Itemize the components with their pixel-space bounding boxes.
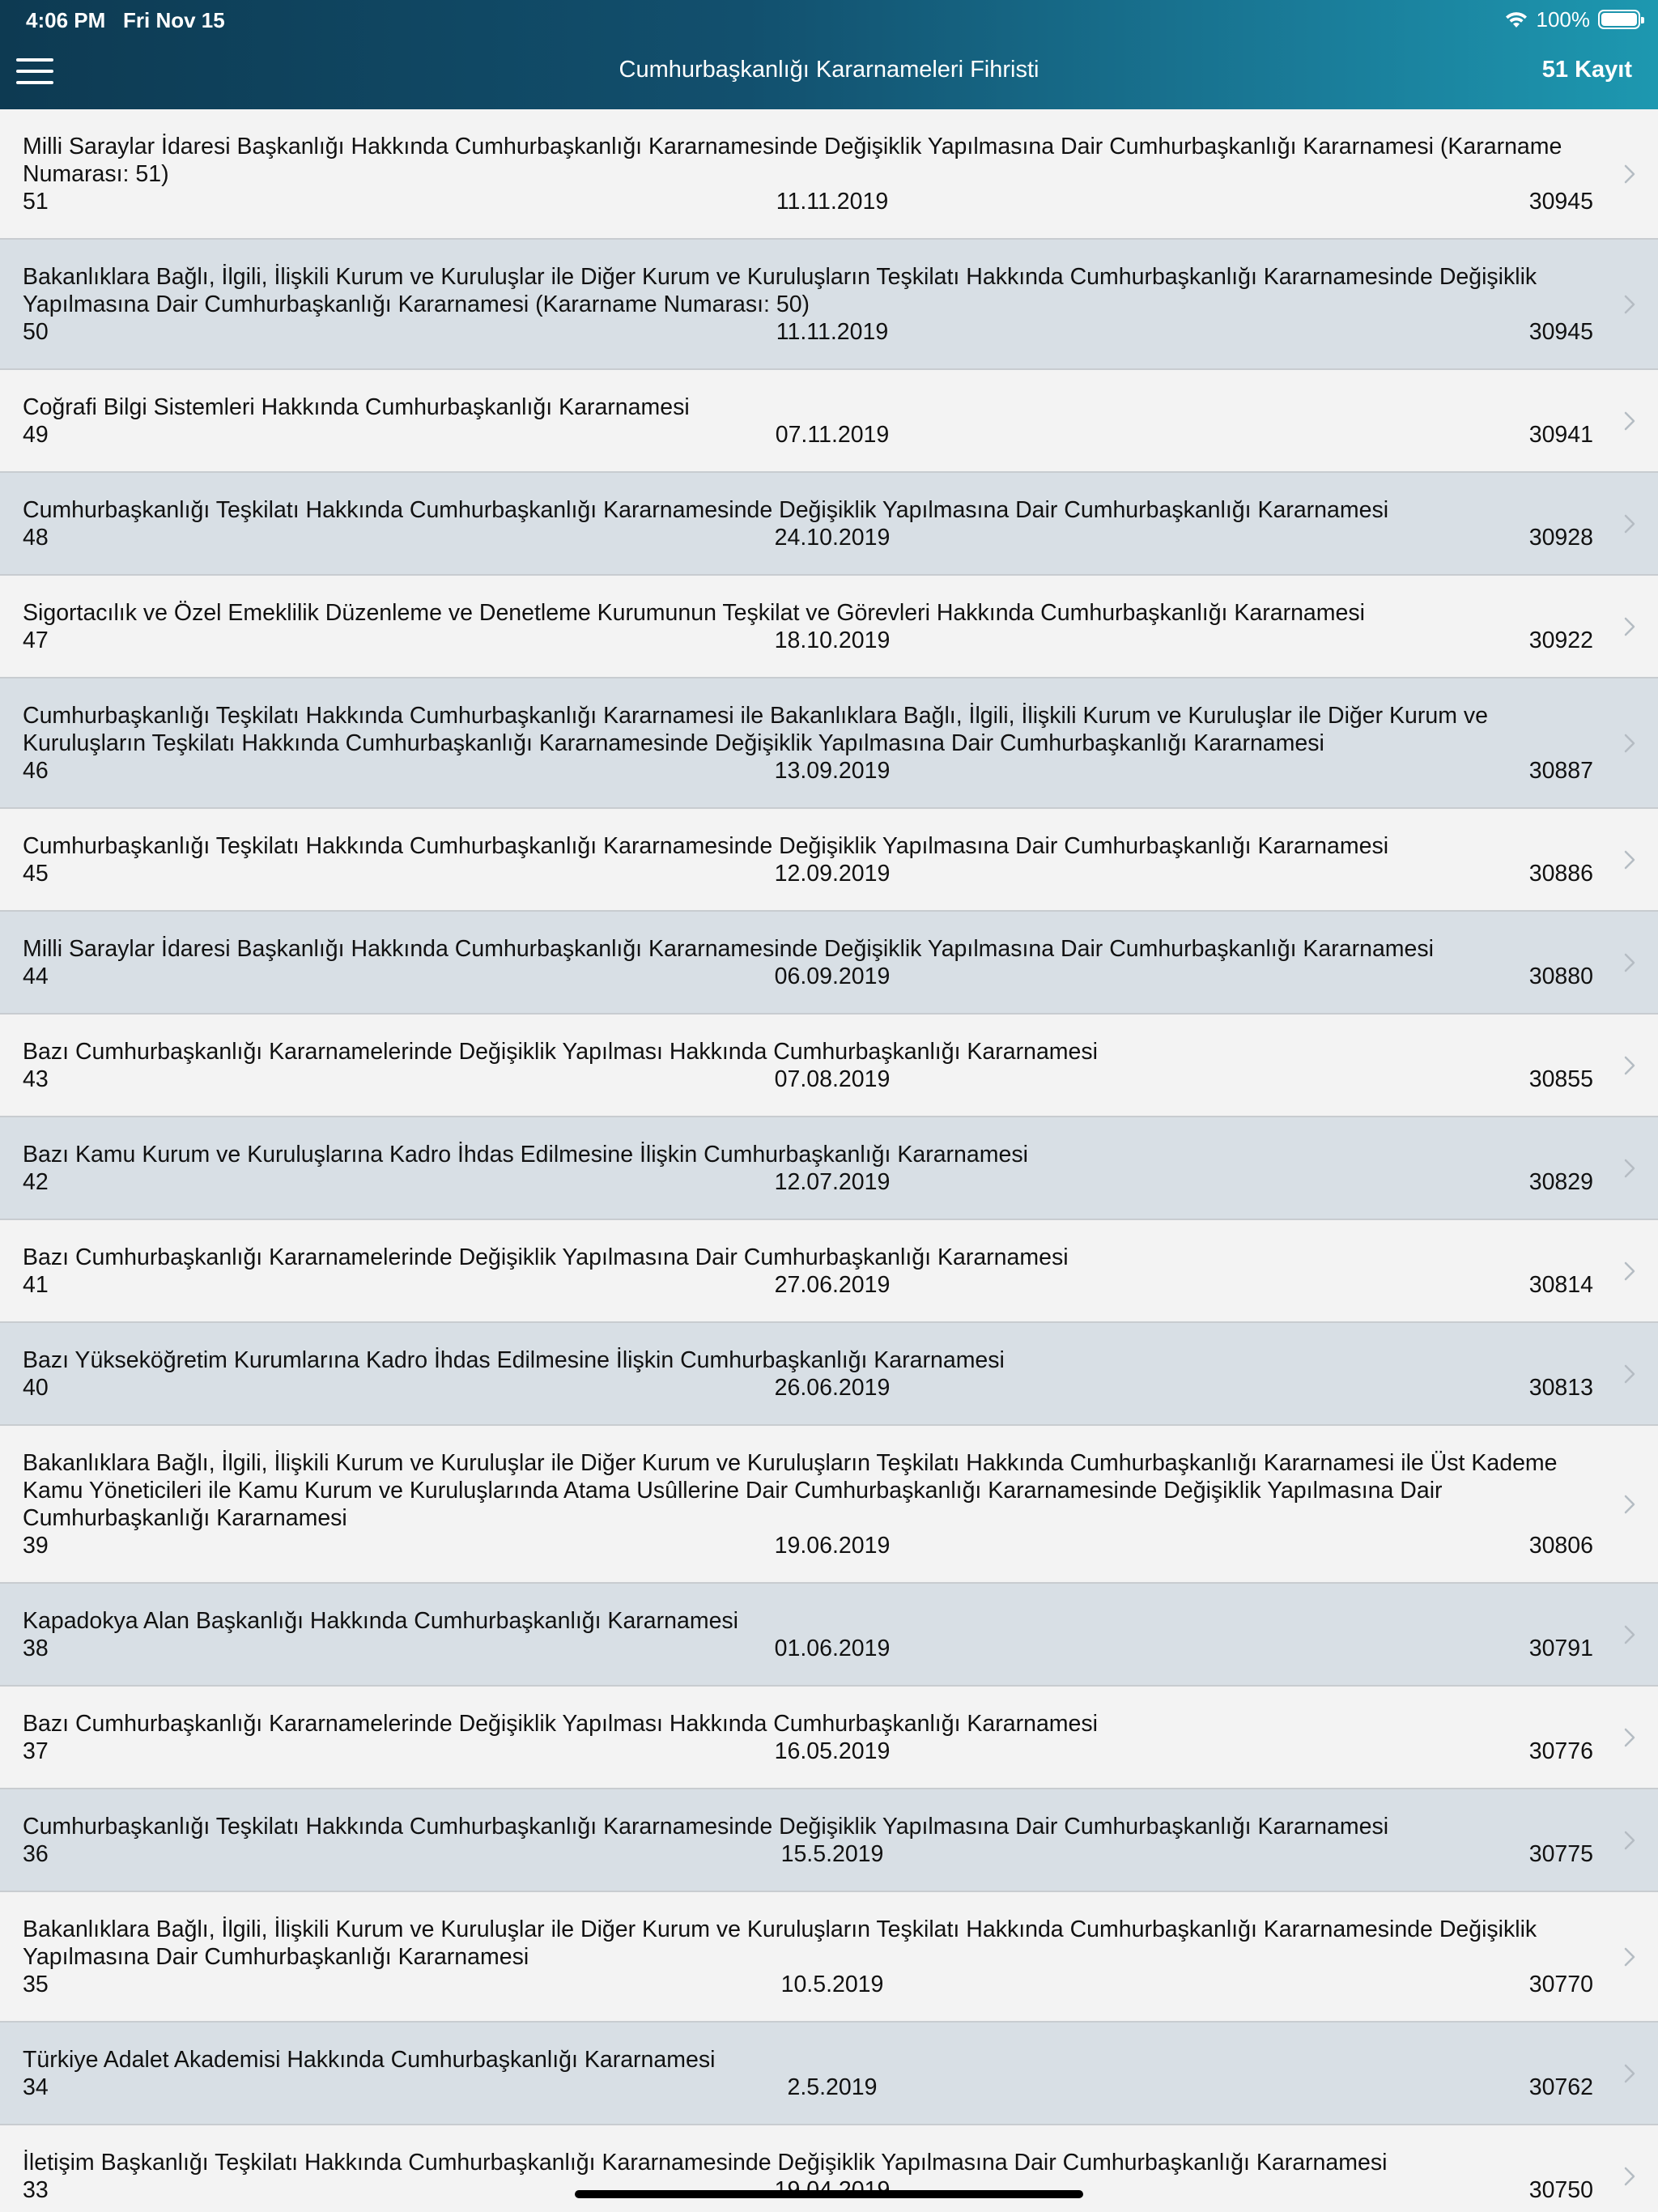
page-title: Cumhurbaşkanlığı Kararnameleri Fihristi — [619, 57, 1039, 83]
chevron-right-icon — [1624, 295, 1635, 314]
decree-number: 48 — [23, 525, 49, 551]
decree-meta — [23, 1840, 1593, 1868]
wifi-icon — [1504, 10, 1528, 29]
list-item[interactable] — [0, 1015, 1658, 1117]
chevron-right-icon — [1624, 1728, 1635, 1747]
decree-date: 07.11.2019 — [775, 422, 890, 448]
status-indicators — [1504, 6, 1641, 32]
gazette-number: 30922 — [1528, 627, 1593, 653]
decree-meta — [23, 1271, 1593, 1299]
decree-number: 44 — [23, 963, 49, 989]
list-item[interactable] — [0, 1789, 1658, 1892]
record-count: 51 Kayıt — [1541, 57, 1632, 83]
decree-meta — [23, 421, 1593, 449]
decree-date: 2.5.2019 — [787, 2074, 878, 2100]
list-item[interactable] — [0, 1220, 1658, 1323]
navigation-bar — [0, 39, 1658, 109]
decree-date: 27.06.2019 — [774, 1272, 891, 1298]
list-item[interactable] — [0, 678, 1658, 809]
list-item[interactable] — [0, 2125, 1658, 2212]
chevron-right-icon — [1624, 2064, 1635, 2083]
decree-number: 38 — [23, 1636, 49, 1661]
gazette-number: 30791 — [1528, 1636, 1593, 1661]
decree-number: 34 — [23, 2074, 49, 2100]
decree-title: Bazı Cumhurbaşkanlığı Kararnamelerinde Değişiklik Yapılmasına Dair Cumhurbaşkanlığı Kararnamesi — [23, 1244, 1069, 1270]
decree-date: 16.05.2019 — [774, 1738, 891, 1764]
decree-meta — [23, 1971, 1593, 1998]
gazette-number: 30750 — [1528, 2177, 1593, 2203]
gazette-number: 30887 — [1528, 758, 1593, 784]
gazette-number: 30806 — [1528, 1533, 1593, 1559]
chevron-right-icon — [1624, 514, 1635, 534]
decree-title: Bazı Cumhurbaşkanlığı Kararnamelerinde Değişiklik Yapılması Hakkında Cumhurbaşkanlığı Kararnamesi — [23, 1039, 1098, 1065]
decree-number: 33 — [23, 2177, 49, 2203]
list-item[interactable] — [0, 809, 1658, 912]
decree-title: Cumhurbaşkanlığı Teşkilatı Hakkında Cumhurbaşkanlığı Kararnamesinde Değişiklik Yapılmasına Dair Cumhurbaşkanlığı Kararnamesi — [23, 497, 1389, 523]
decree-meta — [23, 963, 1593, 990]
decree-number: 36 — [23, 1841, 49, 1867]
decree-meta — [23, 1168, 1593, 1196]
list-item[interactable] — [0, 370, 1658, 473]
decree-title: Kapadokya Alan Başkanlığı Hakkında Cumhurbaşkanlığı Kararnamesi — [23, 1608, 739, 1634]
list-item[interactable] — [0, 2023, 1658, 2125]
decree-number: 46 — [23, 758, 49, 784]
gazette-number: 30813 — [1528, 1375, 1593, 1401]
decree-meta — [23, 188, 1593, 215]
decree-meta — [23, 1532, 1593, 1559]
gazette-number: 30814 — [1528, 1272, 1593, 1298]
decree-title: Cumhurbaşkanlığı Teşkilatı Hakkında Cumhurbaşkanlığı Kararnamesinde Değişiklik Yapılmasına Dair Cumhurbaşkanlığı Kararnamesi — [23, 1814, 1389, 1840]
decree-meta — [23, 318, 1593, 346]
decree-date: 10.5.2019 — [780, 1972, 884, 1997]
list-item[interactable] — [0, 912, 1658, 1015]
decree-number: 49 — [23, 422, 49, 448]
decree-title: Milli Saraylar İdaresi Başkanlığı Hakkında Cumhurbaşkanlığı Kararnamesinde Değişiklik Yapılmasına Dair Cumhurbaşkanlığı Kararnamesi — [23, 936, 1434, 962]
gazette-number: 30945 — [1528, 189, 1593, 215]
decree-number: 40 — [23, 1375, 49, 1401]
decree-title: Bakanlıklara Bağlı, İlgili, İlişkili Kurum ve Kuruluşlar ile Diğer Kurum ve Kuruluşların Teşkilatı Hakkında Cumhurbaşkanlığı Kararnamesinde Değişiklik Yapılmasına Dair Cumhurbaşkanlığı Kararnamesi — [23, 1916, 1537, 1970]
chevron-right-icon — [1624, 1364, 1635, 1384]
gazette-number: 30775 — [1528, 1841, 1593, 1867]
chevron-right-icon — [1624, 734, 1635, 753]
decree-number: 51 — [23, 189, 49, 215]
chevron-right-icon — [1624, 1831, 1635, 1850]
decree-date: 24.10.2019 — [774, 525, 891, 551]
decree-number: 39 — [23, 1533, 49, 1559]
list-item[interactable] — [0, 109, 1658, 240]
decree-meta — [23, 1374, 1593, 1402]
gazette-number: 30855 — [1528, 1066, 1593, 1092]
decree-title: Cumhurbaşkanlığı Teşkilatı Hakkında Cumhurbaşkanlığı Kararnamesinde Değişiklik Yapılmasına Dair Cumhurbaşkanlığı Kararnamesi — [23, 833, 1389, 859]
decree-meta — [23, 2074, 1593, 2101]
decree-meta — [23, 1635, 1593, 1662]
decree-meta — [23, 627, 1593, 654]
decree-date: 12.09.2019 — [774, 861, 891, 887]
decree-date: 11.11.2019 — [776, 189, 889, 215]
gazette-number: 30886 — [1528, 861, 1593, 887]
decree-meta — [23, 860, 1593, 887]
list-item[interactable] — [0, 576, 1658, 678]
gazette-number: 30928 — [1528, 525, 1593, 551]
decree-title: Sigortacılık ve Özel Emeklilik Düzenleme ve Denetleme Kurumunun Teşkilat ve Görevleri Hakkında Cumhurbaşkanlığı Kararnamesi — [23, 600, 1365, 626]
gazette-number: 30829 — [1528, 1169, 1593, 1195]
chevron-right-icon — [1624, 953, 1635, 972]
list-item[interactable] — [0, 473, 1658, 576]
battery-icon — [1598, 10, 1640, 29]
decree-date: 26.06.2019 — [774, 1375, 891, 1401]
gazette-number: 30880 — [1528, 963, 1593, 989]
list-item[interactable] — [0, 1892, 1658, 2023]
home-indicator[interactable] — [575, 2190, 1083, 2198]
chevron-right-icon — [1624, 1261, 1635, 1281]
gazette-number: 30776 — [1528, 1738, 1593, 1764]
gazette-number: 30945 — [1528, 319, 1593, 345]
chevron-right-icon — [1624, 617, 1635, 636]
decree-title: Cumhurbaşkanlığı Teşkilatı Hakkında Cumhurbaşkanlığı Kararnamesi ile Bakanlıklara Bağlı, İlgili, İlişkili Kurum ve Kuruluşlar ile Diğer Kurum ve Kuruluşların Teşkilatı Hakkında Cumhurbaşkanlığı Kararnamesinde Değişiklik Yapılmasına Dair Cumhurbaşkanlığı Kararnamesi — [23, 703, 1488, 756]
decree-meta — [23, 1738, 1593, 1765]
decree-number: 42 — [23, 1169, 49, 1195]
decree-date: 13.09.2019 — [774, 758, 891, 784]
decree-title: Bakanlıklara Bağlı, İlgili, İlişkili Kurum ve Kuruluşlar ile Diğer Kurum ve Kuruluşların Teşkilatı Hakkında Cumhurbaşkanlığı Kararnamesi ile Üst Kademe Kamu Yöneticileri ile Kamu Kurum ve Kuruluşlarında Atama Usûllerine Dair Cumhurbaşkanlığı Kararnamesinde Değişiklik Yapılmasına Dair Cumhurbaşkanlığı Kararnamesi — [23, 1450, 1558, 1531]
chevron-right-icon — [1624, 164, 1635, 184]
list-item[interactable] — [0, 240, 1658, 370]
chevron-right-icon — [1624, 2167, 1635, 2186]
status-time: 4:06 PM — [26, 8, 106, 32]
decree-number: 45 — [23, 861, 49, 887]
decree-date: 15.5.2019 — [780, 1841, 884, 1867]
decree-date: 11.11.2019 — [776, 319, 889, 345]
list-item[interactable] — [0, 1584, 1658, 1687]
decree-title: Bazı Yükseköğretim Kurumlarına Kadro İhdas Edilmesine İlişkin Cumhurbaşkanlığı Kararnamesi — [23, 1347, 1005, 1373]
decree-title: Bakanlıklara Bağlı, İlgili, İlişkili Kurum ve Kuruluşlar ile Diğer Kurum ve Kuruluşların Teşkilatı Hakkında Cumhurbaşkanlığı Kararnamesinde Değişiklik Yapılmasına Dair Cumhurbaşkanlığı Kararnamesi (Kararname Numarası: 50) — [23, 264, 1537, 317]
decree-meta — [23, 1066, 1593, 1093]
gazette-number: 30941 — [1528, 422, 1593, 448]
gazette-number: 30770 — [1528, 1972, 1593, 1997]
decree-date: 12.07.2019 — [774, 1169, 891, 1195]
decree-title: Türkiye Adalet Akademisi Hakkında Cumhurbaşkanlığı Kararnamesi — [23, 2047, 716, 2073]
decree-number: 50 — [23, 319, 49, 345]
decree-date: 06.09.2019 — [774, 963, 891, 989]
decree-title: Bazı Kamu Kurum ve Kuruluşlarına Kadro İhdas Edilmesine İlişkin Cumhurbaşkanlığı Kararnamesi — [23, 1142, 1028, 1168]
status-date: Fri Nov 15 — [123, 8, 225, 32]
list-item[interactable] — [0, 1323, 1658, 1426]
chevron-right-icon — [1624, 850, 1635, 870]
decree-title: Bazı Cumhurbaşkanlığı Kararnamelerinde Değişiklik Yapılması Hakkında Cumhurbaşkanlığı Kararnamesi — [23, 1711, 1098, 1737]
chevron-right-icon — [1624, 1056, 1635, 1075]
status-bar — [0, 0, 1658, 39]
list-item[interactable] — [0, 1117, 1658, 1220]
decree-date: 01.06.2019 — [774, 1636, 891, 1661]
gazette-number: 30762 — [1528, 2074, 1593, 2100]
hamburger-menu-icon[interactable] — [16, 58, 53, 86]
list-item[interactable] — [0, 1687, 1658, 1789]
decree-number: 47 — [23, 627, 49, 653]
header — [0, 0, 1658, 109]
chevron-right-icon — [1624, 1495, 1635, 1514]
battery-percentage: 100% — [1536, 6, 1590, 32]
chevron-right-icon — [1624, 1947, 1635, 1967]
decree-number: 43 — [23, 1066, 49, 1092]
decree-number: 41 — [23, 1272, 49, 1298]
decree-title: Milli Saraylar İdaresi Başkanlığı Hakkında Cumhurbaşkanlığı Kararnamesinde Değişiklik Yapılmasına Dair Cumhurbaşkanlığı Kararnamesi (Kararname Numarası: 51) — [23, 134, 1562, 187]
decree-title: Coğrafi Bilgi Sistemleri Hakkında Cumhurbaşkanlığı Kararnamesi — [23, 394, 690, 420]
decree-meta — [23, 524, 1593, 551]
decree-meta — [23, 757, 1593, 785]
chevron-right-icon — [1624, 411, 1635, 431]
decree-date: 19.06.2019 — [774, 1533, 891, 1559]
decree-title: İletişim Başkanlığı Teşkilatı Hakkında Cumhurbaşkanlığı Kararnamesinde Değişiklik Yapılmasına Dair Cumhurbaşkanlığı Kararnamesi — [23, 2150, 1388, 2176]
decree-list — [0, 109, 1658, 2212]
decree-date: 07.08.2019 — [774, 1066, 891, 1092]
list-item[interactable] — [0, 1426, 1658, 1584]
chevron-right-icon — [1624, 1159, 1635, 1178]
decree-number: 35 — [23, 1972, 49, 1997]
chevron-right-icon — [1624, 1625, 1635, 1644]
decree-date: 18.10.2019 — [774, 627, 891, 653]
decree-number: 37 — [23, 1738, 49, 1764]
